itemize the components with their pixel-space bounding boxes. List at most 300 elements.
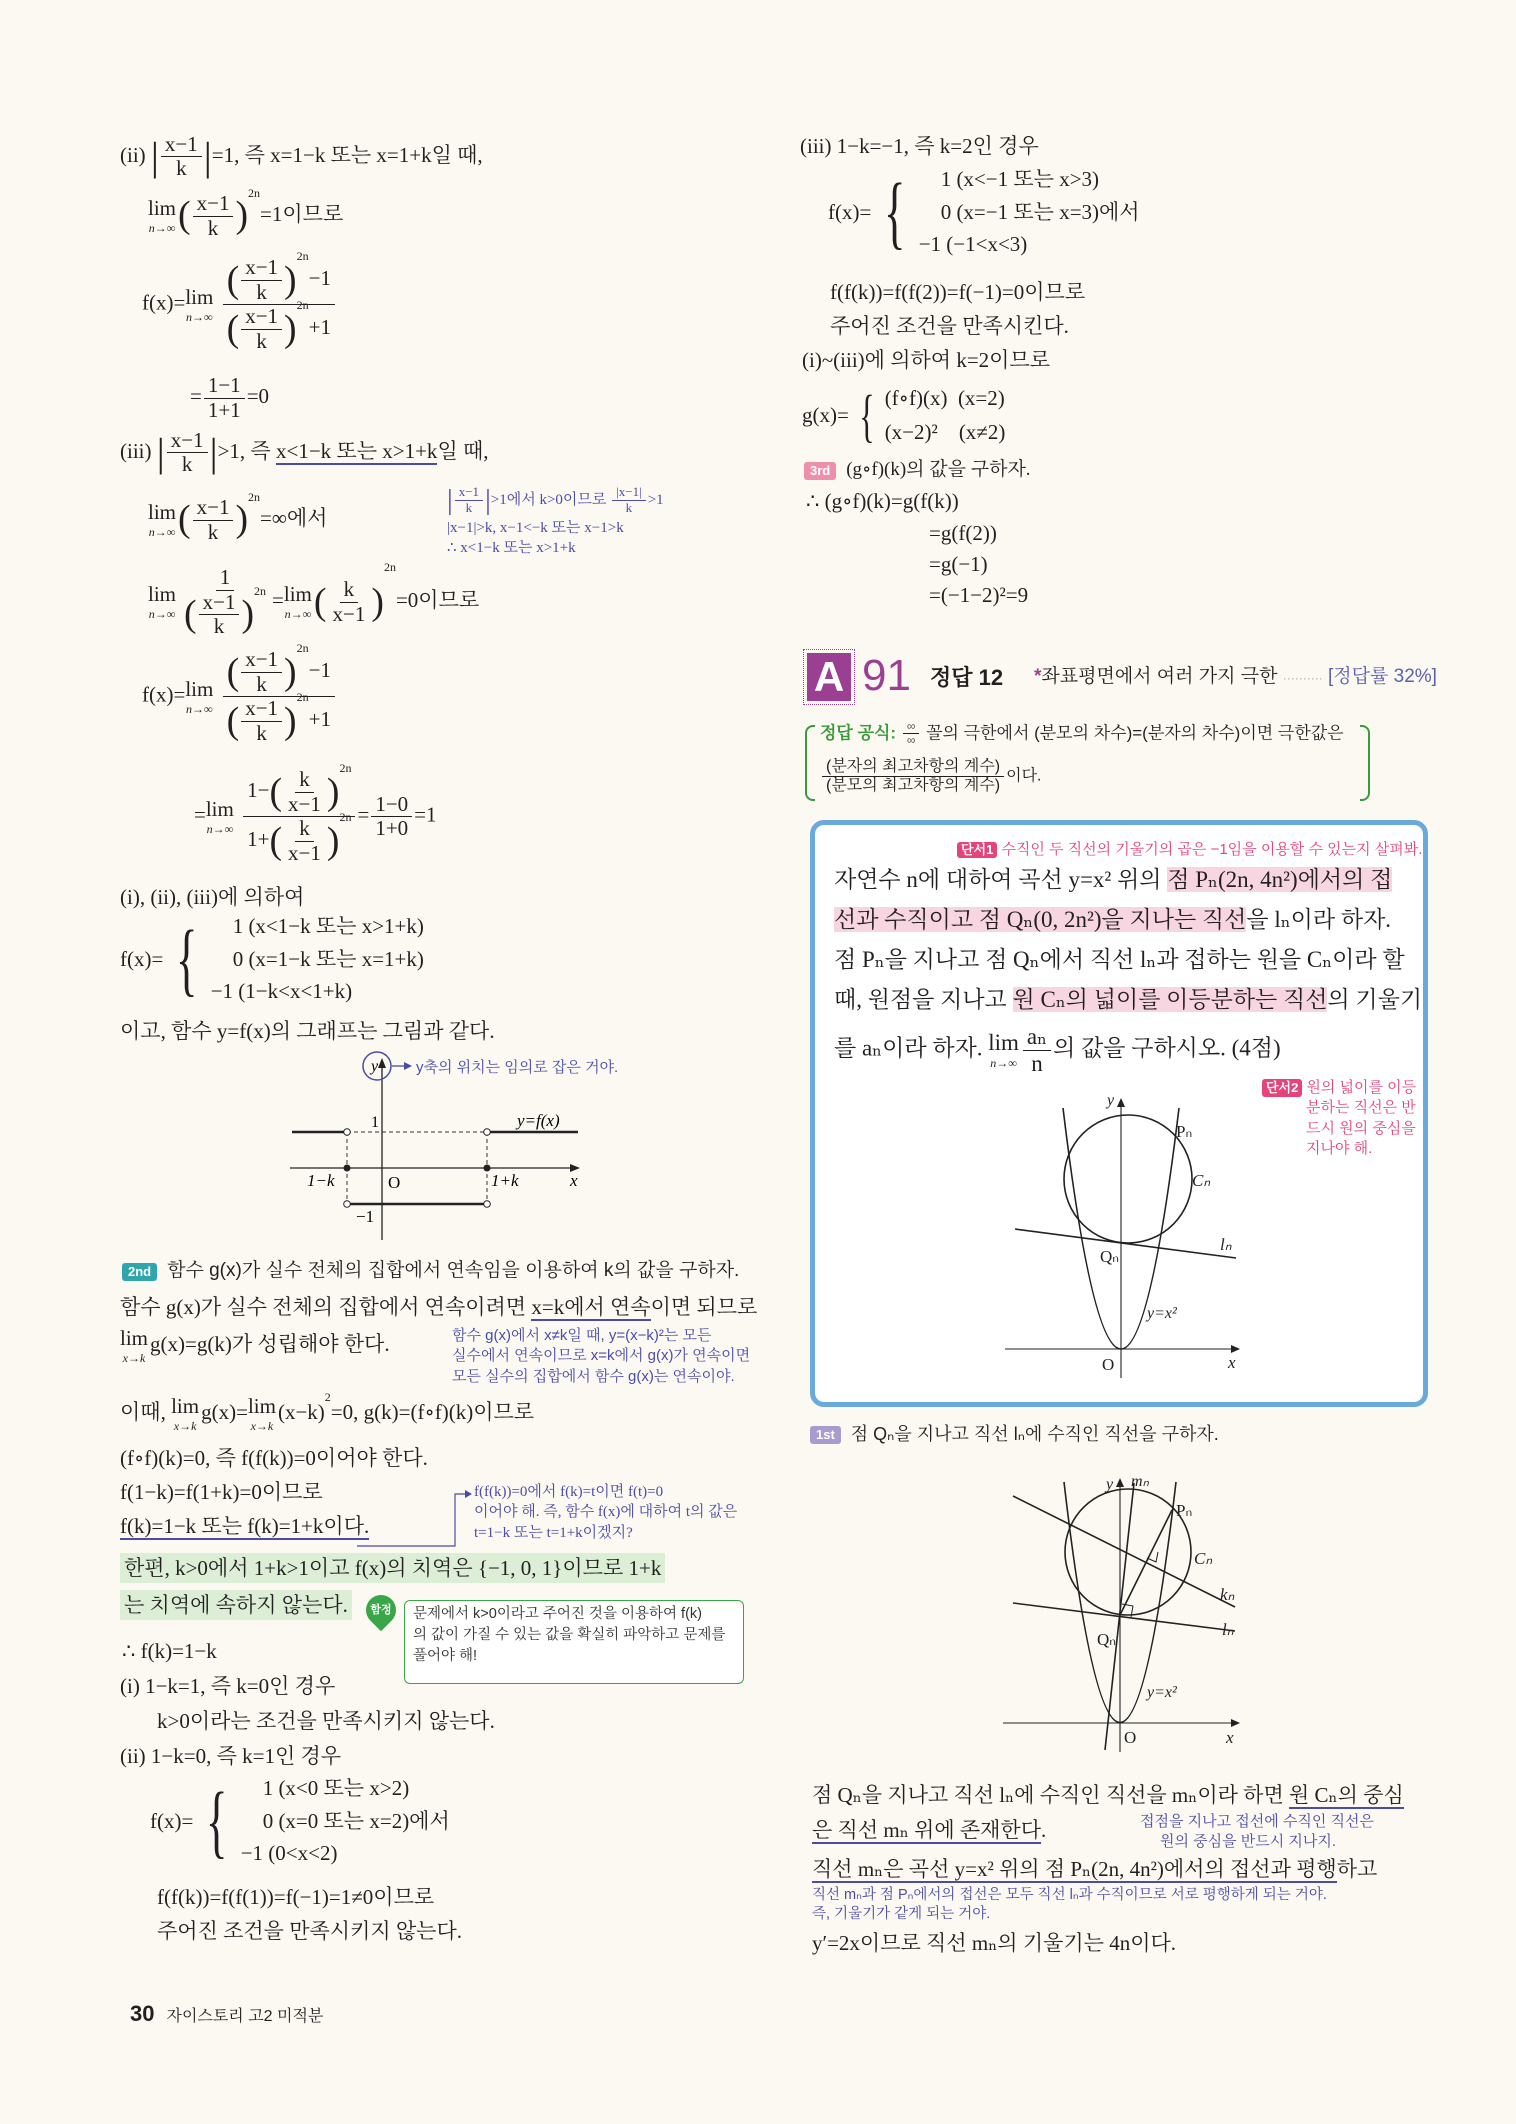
text: O [1102,1355,1115,1374]
text: Qₙ [1100,1247,1120,1266]
text: 단서2 [1262,1079,1302,1097]
math-part [241,648,282,696]
text: (iii) [120,438,152,463]
math-part [802,382,1005,449]
note-abs-condition [447,482,664,558]
calc-line: ∴ (g∘f)(k)=g(f(k)) [806,489,959,513]
text: +1 [308,706,331,731]
text: lim [988,1030,1019,1056]
text: 모든 실수의 집합에서 함수 g(x)는 연속이야. [452,1367,735,1385]
math-part [193,192,234,240]
step-function-graph [280,1045,640,1255]
math-part [171,1396,199,1432]
text: 일 때, [437,438,489,463]
text: 함수 g(x)에서 x≠k일 때, y=(x−k)²는 모든 [452,1327,712,1344]
text: lim [148,196,177,221]
fx-limit-formula-1 [142,249,337,353]
text: x→k [122,1351,146,1365]
text: k [207,519,219,544]
text: 2n [248,490,261,504]
text: k [625,500,633,516]
math-part: { [206,1774,228,1866]
math-part [185,676,214,716]
problem-line-1 [834,866,1392,895]
text: ( k [295,817,314,842]
text: >1에서 k>0이므로 [490,491,607,508]
text: (x−2)² (x≠2) [884,419,1006,444]
graph-note: y축의 위치는 임의로 잡은 거야. [416,1059,619,1076]
math-part [167,429,208,477]
math-part [290,1052,618,1240]
math-part [484,1165,491,1172]
continuity-note [452,1326,750,1387]
text: 2n [339,761,352,775]
text: 1 [216,566,235,591]
text: Pₙ [1176,1122,1193,1141]
calc-line: =(−1−2)²=9 [929,583,1029,607]
text: | x−1 [167,429,208,454]
text: ∴ x<1−k 또는 x>1+k [447,539,576,556]
text: lim [148,582,177,607]
text: lim [171,1394,200,1418]
text: 드시 원의 중심을 [1306,1119,1416,1137]
footer [130,2000,323,2028]
math-part [148,584,176,620]
text: x−1 [288,840,321,865]
math-part [314,577,384,626]
math-part [211,910,424,1008]
step-3rd-heading [804,458,1031,482]
case-ii-result: 주어진 조건을 만족시키지 않는다. [157,1919,463,1943]
text: k [213,614,225,639]
math-part [465,1490,472,1498]
math-part [822,758,1004,795]
formula-line-2 [820,758,1041,795]
text: 1 (x<0 또는 x>2) [262,1776,410,1800]
math-part [1231,1345,1240,1353]
text: . [1041,1818,1047,1842]
text: = [194,802,206,827]
step-badge: 3rd [804,462,836,480]
case-ii: (ii) 1−k=0, 즉 k=1인 경우 [120,1744,342,1768]
text: ( x−1 [193,192,234,217]
limit-reciprocal-line [148,560,480,639]
case-iii-heading [120,428,489,478]
center-note [1140,1812,1374,1851]
math-part [919,163,1140,261]
text: ( x−1 [241,305,282,330]
math-part [243,810,355,865]
text: x→k [173,1419,197,1433]
text: x−1 [288,791,321,816]
math-part [227,647,297,696]
formula-bracket-left [805,725,815,801]
text: 함수 g(x)가 실수 전체의 집합에서 연속이려면 [120,1295,532,1319]
text: | x−1 [161,133,202,158]
text: k [181,452,193,477]
math-part [204,374,245,422]
math-part [484,1201,491,1208]
math-part [241,305,282,353]
text: 2n [248,186,261,200]
book-title: 자이스토리 고2 미적분 [166,2008,324,2025]
text: 2n [296,298,309,313]
text: 하고 [1336,1857,1378,1881]
text: 1− [247,777,270,802]
math-part [185,284,214,324]
step-2nd-heading [122,1259,739,1283]
fk-result: ∴ f(k)=1−k [122,1639,217,1663]
text: f(f(k))=0에서 f(k)=t이면 f(t)=0 [474,1484,664,1500]
text: 접점을 지나고 접선에 수직인 직선은 [1140,1813,1375,1830]
text: 선과 수직이고 점 Qₙ(0, 2n²)을 지나는 직선 [834,907,1247,932]
result-zero [190,374,269,422]
math-part [157,427,218,477]
text: =1, 즉 x=1−k 또는 x=1+k일 때, [211,142,483,167]
text: 함수 g(x)가 실수 전체의 집합에서 연속임을 이용하여 k의 값을 구하자. [167,1260,740,1281]
math-part [344,1201,351,1208]
case-iii-check: f(f(k))=f(f(2))=f(−1)=0이므로 [830,280,1086,304]
solution-line-1 [812,1782,1404,1808]
text: 수직인 두 직선의 기울기의 곱은 −1임을 이용할 수 있는지 살펴봐. [1001,841,1423,858]
text: f(x)= [828,199,872,224]
math-part [988,1031,1019,1069]
case-ii-heading [120,132,483,182]
problem-line-4 [834,986,1422,1015]
math-part [357,1494,467,1546]
text: y=x² [1147,1684,1177,1701]
math-part [223,249,335,305]
text: n→∞ [148,525,176,540]
problem-line-2 [834,906,1391,935]
math-part: { [176,912,198,1004]
text: 풀어야 해! [413,1648,478,1665]
math-part [284,584,312,620]
text: (g∘f)(k)의 값을 구하자. [846,459,1031,480]
text: −1 (0<x<2) [240,1841,338,1866]
text: 점 Qₙ을 지나고 직선 lₙ에 수직인 직선을 구하자. [850,1424,1219,1444]
text: 좌표평면에서 여러 가지 극한 [1041,666,1278,687]
math-part [184,589,254,639]
text: n→∞ [284,607,312,622]
text: 원의 중심을 반드시 지나지. [1160,1832,1337,1850]
text: 1 (x<−1 또는 x>3) [940,167,1100,191]
math-part [241,1772,450,1870]
text: g(x)=g(k)가 성립해야 한다. [150,1331,390,1356]
step-1st-heading [810,1423,1219,1446]
solution-line-4: y′=2x이므로 직선 mₙ의 기울기는 4n이다. [812,1931,1177,1955]
text: mₙ [1131,1473,1149,1490]
text: +1 [308,314,331,339]
text: | x−1 [455,485,483,501]
text: g(x)= [201,1399,248,1424]
text: 즉, 기울기가 같게 되는 거야. [812,1905,991,1922]
text: 0 (x=1−k 또는 x=1+k) [232,946,424,971]
problem-number: 91 [862,651,911,700]
problem-figure [990,1090,1260,1390]
math-part [885,382,1006,449]
text: f(x)= [142,682,186,707]
solution-line-2 [812,1817,1046,1843]
text: 2n [296,641,309,655]
math-part [612,485,646,515]
text: lim [283,582,312,607]
text: 1+1 [207,397,241,422]
text: (x−k) [277,1399,325,1424]
text: kₙ [1220,1585,1235,1604]
text: 2n [339,810,352,825]
math-part [455,485,483,515]
text: −1 [356,1207,375,1226]
calc-line: =g(f(2)) [929,521,997,545]
math-part [223,249,335,353]
text: 2n [296,249,309,263]
math-part [269,767,339,816]
limit-condition-line [120,1328,390,1364]
text: n→∞ [186,701,213,716]
math-part [193,496,234,544]
math-part [484,1129,491,1136]
math-part [223,641,335,745]
text: lₙ [1222,1620,1234,1639]
calc-line: =g(−1) [929,552,988,576]
math-part [344,1165,351,1172]
text: y=f(x) [517,1111,560,1130]
piecewise-fx-3 [828,163,1140,261]
math-part [150,1772,450,1870]
text: f(x)= [150,1808,194,1833]
text: 실수에서 연속이므로 x=k에서 g(x)가 연속이면 [452,1347,751,1365]
text: 의 값을 구하시오. (4점) [1053,1035,1281,1061]
text: 원의 넓이를 이등 [1306,1079,1417,1096]
text: 1+k [491,1171,519,1190]
formula-line-1 [820,720,1344,748]
math-part [1117,1098,1125,1107]
by-cases-text: (i), (ii), (iii)에 의하여 [120,885,305,909]
step-badge: 2nd [122,1263,157,1281]
problem-section-badge: A [807,653,851,701]
math-part [1005,1092,1240,1378]
text: x−1 [332,601,366,626]
case-iii-result: 주어진 조건을 만족시킨다. [830,314,1069,338]
math-part [199,591,240,639]
text: lₙ [1220,1235,1232,1254]
math-part [223,690,335,745]
text: k [256,279,267,304]
text: 1−0 [371,793,412,818]
text: f(k)=1−k 또는 f(k)=1+k이다. [120,1514,370,1538]
text: lim [185,676,214,701]
limit-line [148,186,344,240]
text: y=x² [1147,1305,1177,1322]
math-part [148,502,176,538]
text: Cₙ [1194,1549,1213,1568]
y-axis-arrow-icon [378,1058,386,1068]
text: 문제에서 k>0이라고 주어진 것을 이용하여 f(k) [413,1606,702,1622]
text: 2n [296,690,309,705]
text: >1, 즉 [217,438,276,463]
math-part [903,720,920,748]
text: f(x)= [142,290,186,315]
fk-note [474,1482,737,1543]
text: k [256,720,267,745]
math-part [447,482,664,519]
text: ∞ [906,733,916,748]
text: lim [120,1326,149,1350]
fraction [161,133,202,181]
text: −1 [308,265,331,290]
text: = [272,588,284,613]
math-part [223,298,335,353]
text: n [1031,1050,1043,1076]
trap-box [404,1600,744,1684]
step-badge: 1st [810,1426,841,1444]
text: |x−1| [612,485,646,501]
text: ·········· [1282,671,1323,685]
limit-result-one [194,761,437,865]
text: 의 값이 가질 수 있는 값을 확실히 파악하고 문제를 [413,1627,726,1644]
text: k [256,671,267,696]
text: −1 (1−k<x<1+k) [210,979,353,1004]
f-zero-points-line: f(1−k)=f(1+k)=0이므로 [120,1480,323,1504]
text: 단서1 [957,842,997,858]
range-highlight-line: 한편, k>0에서 1+k>1이고 f(x)의 치역은 {−1, 0, 1}이므로 1+k [120,1553,665,1583]
text: 1−k [307,1171,335,1190]
math-part [227,255,297,304]
text: 2 [324,1390,331,1404]
range-highlight-line-2: 는 치역에 속하지 않는다. [120,1590,352,1620]
text: x→k [250,1419,274,1433]
text: y [1106,1476,1114,1493]
math-part [1262,1078,1416,1098]
limit-gx-line [120,1390,535,1433]
trap-badge: 함정 [370,1604,392,1616]
text: =0, g(k)=(f∘f)(k)이므로 [330,1399,535,1424]
fof-zero-line: (f∘f)(k)=0, 즉 f(f(k))=0이어야 한다. [120,1446,428,1470]
case-i: (i) 1−k=1, 즉 k=0인 경우 [120,1674,336,1698]
math-part [120,910,424,1008]
piecewise-fx-2 [150,1772,450,1870]
fx-limit-formula-2 [142,641,337,745]
text: >1 [647,491,664,508]
circle-cn [1064,1115,1192,1243]
text: 정답 공식: [820,723,897,743]
text: =0이므로 [395,588,480,613]
math-part [828,163,1140,261]
text: 은 직선 mₙ 위에 존재한다 [812,1818,1041,1842]
math-part [1023,1024,1051,1077]
piecewise-fx-1 [120,910,424,1008]
text: y [1107,1092,1115,1109]
math-part [178,191,248,240]
solution-line-3 [812,1856,1377,1882]
text: ( x−1 [241,256,282,281]
text: 을 lₙ이라 하자. [1246,907,1392,932]
text: = [190,383,202,408]
math-part [180,583,270,639]
text: |x−1|>k, x−1<−k 또는 x−1>k [447,520,624,537]
math-part [1003,1473,1240,1752]
text: 이때, [120,1399,172,1424]
math-part [180,566,270,639]
text: 1 (x<1−k 또는 x>1+k) [232,914,424,938]
text: 직선 mₙ과 점 Pₙ에서의 접선은 모두 직선 lₙ과 수직이므로 서로 평행하게 되는 거야. [812,1887,1327,1903]
text: Cₙ [1192,1171,1211,1190]
math-part [227,304,297,353]
text: 0 (x=0 또는 x=2)에서 [262,1808,450,1833]
topic [1034,665,1437,689]
text: O [388,1173,401,1192]
text: 점 Pₙ(2n, 4n²)에서의 접 [1167,867,1393,892]
text: ( k [340,578,359,603]
text: k [465,500,473,516]
correct-rate: [정답률 32%] [1328,666,1437,687]
text: lim [148,500,177,525]
math-part [205,796,234,836]
text: n→∞ [990,1056,1017,1071]
math-part [269,816,339,865]
continuity-line [120,1294,757,1320]
case-iii: (iii) 1−k=−1, 즉 k=2인 경우 [800,134,1039,158]
math-part [151,131,212,181]
text: k [176,156,187,181]
text: (f∘f)(x) (x=2) [884,386,1005,410]
text: 1−1 [204,374,245,399]
math-part: { [884,165,906,257]
text: 1 [371,1114,379,1131]
text: 지나야 해. [1306,1139,1373,1157]
math-part [447,484,491,516]
note-connector-arrow [355,1488,475,1548]
text: = [357,802,370,827]
text: 원 Cₙ의 넓이를 이등분하는 직선 [1012,987,1328,1012]
math-part [223,641,335,697]
formula-bracket-right [1360,725,1370,801]
text: n→∞ [148,221,176,236]
text: ∞ [903,720,920,734]
text: =∞에서 [260,505,328,530]
text: lim [205,796,234,821]
math-part: { [859,382,875,448]
math-part [1231,1719,1240,1727]
line-ln [1015,1229,1236,1258]
text: 원 Cₙ의 중심 [1289,1783,1404,1807]
limit-infinity-line [148,490,328,544]
text: 2n [254,583,267,598]
text: ( x−1 [193,496,234,521]
underlined-condition: x<1−k 또는 x>1+k [275,438,438,463]
text: −1 (−1<x<3) [918,232,1028,257]
problem-line-5 [834,1024,1281,1077]
segment-qp [1120,1510,1172,1615]
case-ii-check: f(f(k))=f(f(1))=f(−1)=1≠0이므로 [157,1885,435,1909]
text: 이다. [1006,767,1042,785]
math-part [241,256,282,304]
fk-cases-line [120,1513,369,1539]
text: x [1228,1353,1236,1372]
page-number: 30 [130,2001,155,2026]
text: lim [247,1394,276,1418]
text: t=1−k 또는 t=1+k이겠지? [474,1524,633,1541]
text: 자연수 n에 대하여 곡선 y=x² 위의 [834,867,1168,892]
math-part [284,817,325,865]
text: ( x−1 [199,591,240,616]
text: 직선 mₙ은 곡선 y=x² 위의 점 Pₙ(2n, 4n²)에서의 접선과 평행 [812,1857,1337,1881]
case-i-result: k>0이라는 조건을 만족시키지 않는다. [157,1709,495,1733]
math-part [1116,1478,1124,1487]
answer-label: 정답 12 [930,665,1004,690]
text: x [570,1171,578,1190]
